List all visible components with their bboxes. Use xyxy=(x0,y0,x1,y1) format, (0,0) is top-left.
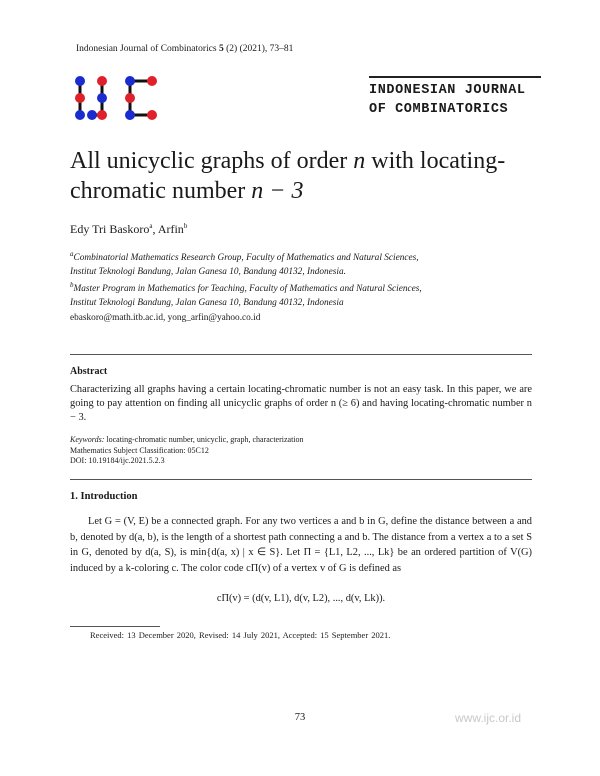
divider xyxy=(70,479,532,480)
authors: Edy Tri Baskoro$^a$, Arfin$^b$ xyxy=(70,222,188,236)
affiliation-line: Institut Teknologi Bandung, Jalan Ganesa 10, Bandung 40132, Indonesia xyxy=(70,297,344,308)
abstract-text: Characterizing all graphs having a certain locating-chromatic number is not an easy task. In this paper, we are going to pay attention on finding all unicyclic graphs of order n (≥ 6) and having locating-chromatic number n − 3. xyxy=(70,384,532,423)
journal-name-line2: OF COMBINATORICS xyxy=(369,102,509,117)
submission-dates: Received: 13 December 2020, Revised: 14 July 2021, Accepted: 15 September 2021. xyxy=(90,630,391,640)
divider xyxy=(70,354,532,355)
journal-reference: Indonesian Journal of Combinatorics 5 (2) (2021), 73–81 xyxy=(76,44,294,54)
doi-link[interactable]: DOI: 10.19184/ijc.2021.5.2.3 xyxy=(70,456,165,465)
paragraph: Let G = (V, E) be a connected graph. For any two vertices a and b in G, define the distance between a and b, denoted by d(a, b), is the length of a shortest path connecting a and b. The distance from a vertex a to a set S in G, denoted by d(a, S), is min{d(a, x) | x ∈ S}. Let Π = {L1, L2, ..., Lk} be an ordered partition of V(G) induced by a k-coloring c. The color code cΠ(v) of a vertex v of G is defined as xyxy=(70,516,532,574)
affiliations xyxy=(70,248,422,310)
author-name: Arfin xyxy=(157,222,184,236)
section-heading: 1. Introduction xyxy=(70,491,138,502)
footnote-rule xyxy=(70,626,160,627)
page-number: 73 xyxy=(294,712,306,723)
affiliation: $^b$Master Program in Mathematics for Teaching, Faculty of Mathematics and Natural Sciences, xyxy=(70,281,422,295)
keywords: Keywords: locating-chromatic number, unicyclic, graph, characterization xyxy=(70,435,304,444)
msc-classification: Mathematics Subject Classification: 05C12 xyxy=(70,445,209,455)
ijc-logo-graphic xyxy=(72,75,160,123)
paper-metadata xyxy=(70,435,304,467)
affiliation: $^a$Combinatorial Mathematics Research Group, Faculty of Mathematics and Natural Sciences, xyxy=(70,250,419,264)
author-name: Edy Tri Baskoro xyxy=(70,222,150,236)
website-url[interactable]: www.ijc.or.id xyxy=(455,711,522,725)
paper-title: All unicyclic graphs of order n with locating-chromatic number n − 3 xyxy=(70,148,506,204)
journal-name-rule xyxy=(369,76,541,78)
ijc-logo xyxy=(72,75,160,128)
abstract-heading: Abstract xyxy=(70,366,108,377)
equation: cΠ(v) = (d(v, L1), d(v, L2), ..., d(v, Lk)). xyxy=(216,593,386,604)
affiliation-line: Institut Teknologi Bandung, Jalan Ganesa 10, Bandung 40132, Indonesia. xyxy=(70,266,346,277)
journal-name-line1: INDONESIAN JOURNAL xyxy=(369,83,526,98)
introduction-text xyxy=(70,514,532,576)
author-emails[interactable]: ebaskoro@math.itb.ac.id, yong_arfin@yahoo.co.id xyxy=(70,313,261,323)
journal-name xyxy=(369,76,541,119)
